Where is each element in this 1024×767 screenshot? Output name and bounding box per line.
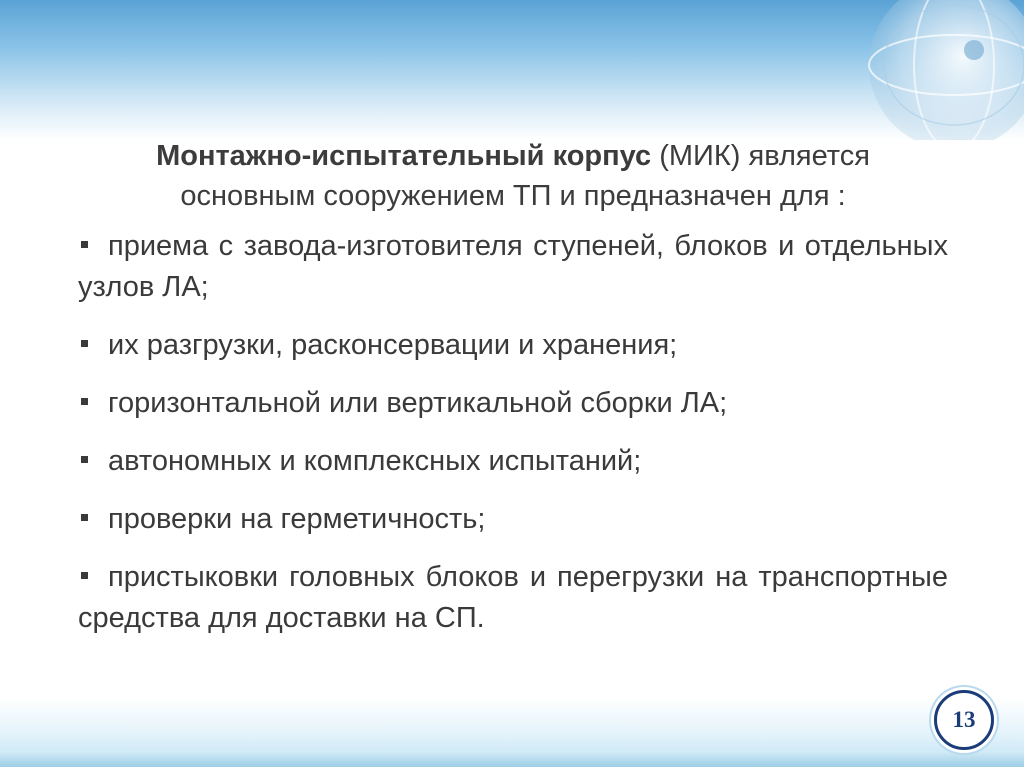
bullet-icon: [81, 456, 88, 463]
slide-heading: [78, 136, 948, 216]
list-item-text: автономных и комплексных испытаний;: [108, 445, 642, 477]
list-item-text: их разгрузки, расконсервации и хранения;: [108, 329, 678, 361]
bullet-icon: [81, 340, 88, 347]
list-item: [78, 325, 948, 366]
footer-edge: [0, 751, 1024, 767]
heading-bold-term: Монтажно-испытательный корпус: [156, 140, 652, 172]
globe-decoration-icon: [824, 0, 1024, 140]
bullet-icon: [81, 572, 88, 579]
list-item: [78, 441, 948, 482]
list-item: [78, 499, 948, 540]
slide-content: [78, 136, 948, 656]
heading-line2: основным сооружением ТП и предназначен для :: [180, 180, 846, 212]
list-item-text: приема с завода-изготовителя ступеней, блоков и отдельных узлов ЛА;: [78, 230, 948, 303]
list-item: [78, 383, 948, 424]
heading-rest: (МИК) является: [651, 140, 870, 172]
list-item-text: горизонтальной или вертикальной сборки ЛА;: [108, 387, 728, 419]
list-item: [78, 226, 948, 308]
list-item: [78, 557, 948, 639]
list-item-text: проверки на герметичность;: [108, 503, 486, 535]
bullet-icon: [81, 241, 88, 248]
page-number: 13: [952, 707, 976, 732]
page-number-badge: [934, 690, 994, 750]
list-item-text: пристыковки головных блоков и перегрузки на транспортные средства для доставки на СП.: [78, 561, 948, 634]
bullet-icon: [81, 398, 88, 405]
bullet-icon: [81, 514, 88, 521]
